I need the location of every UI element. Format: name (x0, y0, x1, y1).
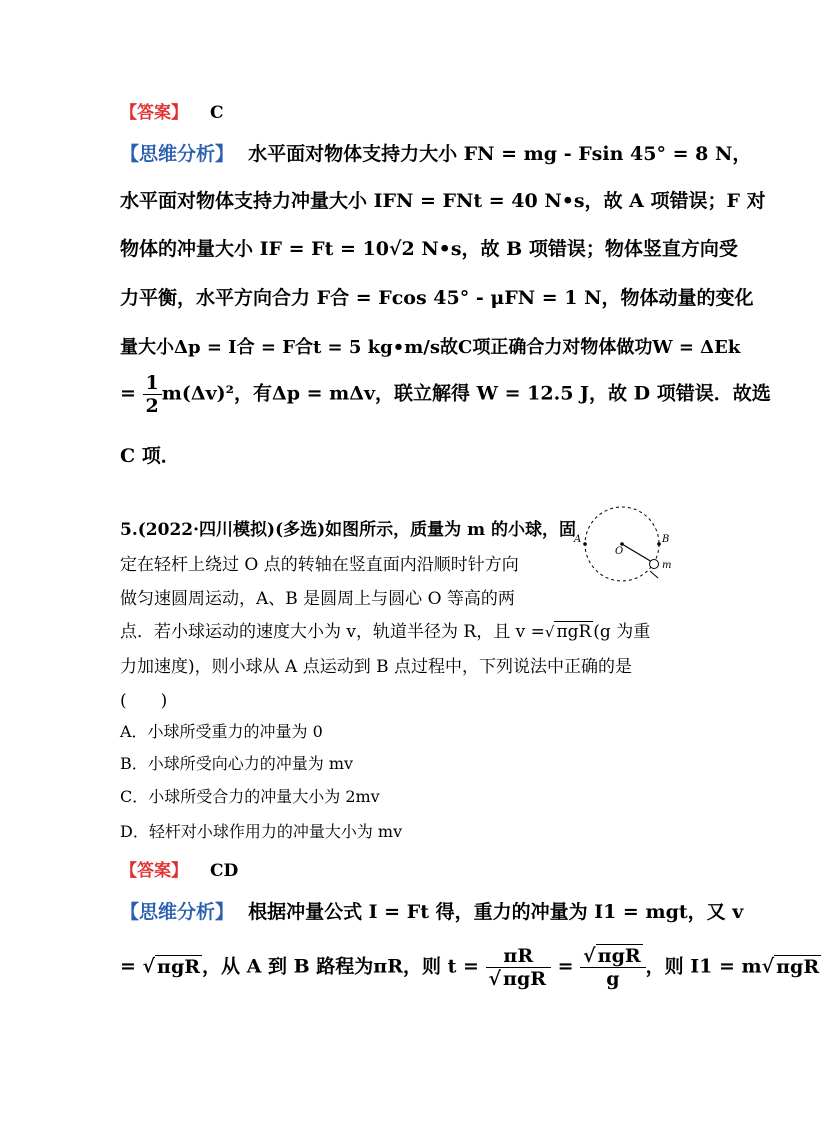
answer-value: CD (210, 861, 239, 881)
option-a: A．小球所受重力的冲量为 0 (120, 722, 323, 741)
q5-stem-line-6: ( ) (120, 691, 168, 711)
q5-stem-line-5: 力加速度)，则小球从 A 点运动到 B 点过程中，下列说法中正确的是 (120, 657, 633, 677)
q5-stem-line-1: 5.(2022·四川模拟)(多选)如图所示，质量为 m 的小球，固 (120, 520, 576, 540)
option-d: D．轻杆对小球作用力的冲量大小为 mv (120, 822, 403, 841)
q4-analysis-line-7: C 项． (120, 445, 180, 467)
rod (622, 544, 652, 562)
fraction-one-half: $\frac{1}{2}$ (143, 372, 162, 417)
q5-answer-line (120, 856, 238, 881)
label-m: m (662, 560, 672, 571)
q4-analysis-line-6: = $\frac{1}{2}$ m(Δv)²，有Δp = mΔv，联立解得 W = 12.5 J，故 D 项错误．故选 (120, 372, 771, 417)
q4-analysis-line-1: 【思维分析】 水平面对物体支持力大小 FN = mg - Fsin 45° = 8 N， (120, 143, 752, 165)
q4-analysis-line-2: 水平面对物体支持力冲量大小 IFN = FNt = 40 N•s，故 A 项错误；F 对 (120, 190, 766, 212)
label-b: B (662, 534, 670, 545)
label-o: O (615, 546, 624, 557)
point-a-dot (583, 542, 587, 546)
answer-tag: 【答案】 (120, 861, 188, 881)
ball (650, 560, 659, 569)
label-a: A (574, 534, 582, 545)
sqrt-pi-g-r: πgR (556, 622, 592, 642)
option-c: C．小球所受合力的冲量大小为 2mv (120, 787, 380, 806)
fraction-t: $\frac{\pi R}{\text{√ πgR}}$ (486, 945, 551, 990)
q5-stem-line-3: 做匀速圆周运动，A、B 是圆周上与圆心 O 等高的两 (120, 589, 515, 609)
direction-mark (650, 571, 658, 578)
fraction-t-simplified: $\frac{\text{√ πgR}}{g}$ (580, 945, 645, 990)
option-b: B．小球所受向心力的冲量为 mv (120, 754, 354, 773)
answer-tag: 【答案】 (120, 103, 188, 123)
q4-analysis-line-3: 物体的冲量大小 IF = Ft = 10√2 N•s，故 B 项错误；物体竖直方向受 (120, 238, 738, 260)
q5-analysis-line-2: = √ πgR ，从 A 到 B 路程为πR，则 t = $\frac{\pi R}{\text{√ πgR}}$ = $\frac{\text{√ πgR}}{g}$ ，则 I1 = m√ πgR (120, 945, 820, 990)
q4-answer-line (120, 98, 224, 123)
q5-stem-line-4: 点．若小球运动的速度大小为 v，轨道半径为 R，且 v =√ πgR (g 为重 (120, 622, 651, 642)
analysis-tag: 【思维分析】 (120, 143, 235, 165)
q5-stem-line-2: 定在轻杆上绕过 O 点的转轴在竖直面内沿顺时针方向 (120, 555, 519, 575)
q5-analysis-line-1: 【思维分析】 根据冲量公式 I = Ft 得，重力的冲量为 I1 = mgt，又 v (120, 901, 744, 923)
answer-value: C (210, 103, 224, 123)
circle-motion-figure (570, 498, 682, 592)
point-b-dot (657, 542, 661, 546)
analysis-tag: 【思维分析】 (120, 901, 235, 923)
q4-analysis-line-4: 力平衡，水平方向合力 F合 = Fcos 45° - μFN = 1 N，物体动量的变化 (120, 287, 754, 309)
q4-analysis-line-5: 量大小Δp = I合 = F合t = 5 kg•m/s故C项正确合力对物体做功W = ΔEk (120, 337, 741, 358)
